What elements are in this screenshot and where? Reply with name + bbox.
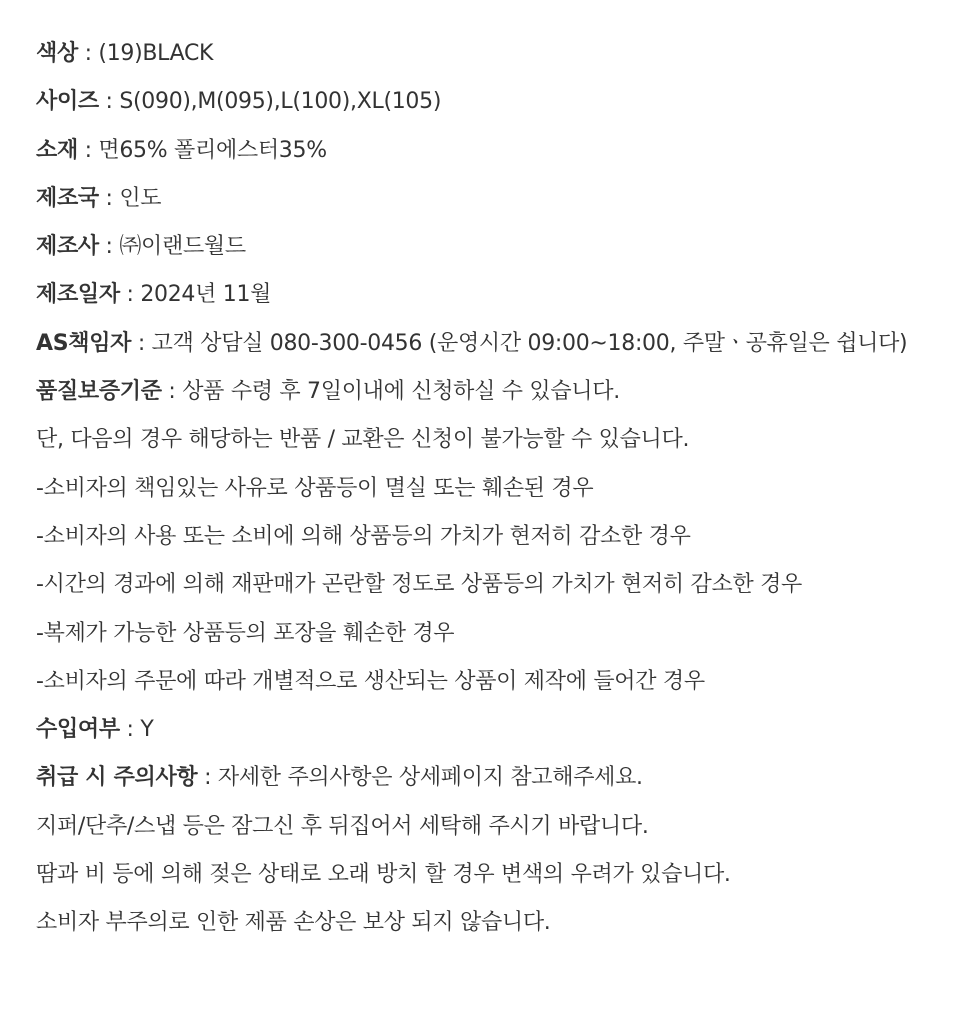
size-value: S(090),M(095),L(100),XL(105) [119,89,442,115]
country-label: 제조국 [36,185,99,211]
separator: : [98,185,120,211]
separator: : [161,379,183,405]
separator: : [77,41,99,66]
manufacture-date-label: 제조일자 [36,282,120,308]
quality-standard-label: 품질보증기준 [36,379,162,405]
care-label: 취급 시 주의사항 [36,765,198,791]
separator: : [119,282,141,308]
quality-standard-value: 상품 수령 후 7일이내에 신청하실 수 있습니다. [182,379,620,405]
size-row [36,78,926,126]
manufacturer-label: 제조사 [36,234,99,260]
manufacture-date-value: 2024년 11월 [140,282,272,308]
care-note: 땀과 비 등에 의해 젖은 상태로 오래 방치 할 경우 변색의 우려가 있습니다. [36,862,731,888]
color-row [36,30,926,78]
quality-note: -시간의 경과에 의해 재판매가 곤란할 정도로 상품등의 가치가 현저히 감소한 경우 [36,572,802,598]
manufacturer-value: ㈜이랜드월드 [119,234,246,260]
manufacture-date-row [36,271,926,319]
size-label: 사이즈 [36,89,99,115]
quality-note: -복제가 가능한 상품등의 포장을 훼손한 경우 [36,620,455,646]
care-note: 지퍼/단추/스냅 등은 잠그신 후 뒤집어서 세탁해 주시기 바랍니다. [36,813,649,839]
material-row [36,127,926,175]
separator: : [77,137,99,163]
separator: : [119,717,141,743]
color-value: (19)BLACK [98,41,214,66]
material-value: 면65% 폴리에스터35% [98,137,327,163]
manufacturer-row [36,223,926,271]
color-label: 색상 [36,41,78,66]
quality-note: 단, 다음의 경우 해당하는 반품 / 교환은 신청이 불가능할 수 있습니다. [36,427,690,453]
material-label: 소재 [36,137,78,163]
country-row [36,175,926,223]
separator: : [197,765,218,791]
as-contact-value: 고객 상담실 080-300-0456 (운영시간 09:00~18:00, 주말ㆍ공휴일은 쉽니다) [151,330,908,356]
care-row [36,754,926,802]
as-contact-row [36,320,926,368]
as-contact-label: AS책임자 [36,330,132,356]
quality-standard-row [36,368,926,416]
import-row [36,706,926,754]
quality-note: -소비자의 책임있는 사유로 상품등이 멸실 또는 훼손된 경우 [36,475,594,501]
separator: : [98,234,120,260]
separator: : [98,89,120,115]
separator: : [131,330,152,356]
quality-note: -소비자의 사용 또는 소비에 의해 상품등의 가치가 현저히 감소한 경우 [36,523,691,549]
product-info-section [36,30,926,948]
import-value: Y [140,717,154,743]
import-label: 수입여부 [36,717,120,743]
care-note: 소비자 부주의로 인한 제품 손상은 보상 되지 않습니다. [36,910,551,936]
country-value: 인도 [119,185,162,211]
quality-note: -소비자의 주문에 따라 개별적으로 생산되는 상품이 제작에 들어간 경우 [36,668,705,694]
care-value: 자세한 주의사항은 상세페이지 참고해주세요. [217,765,643,791]
